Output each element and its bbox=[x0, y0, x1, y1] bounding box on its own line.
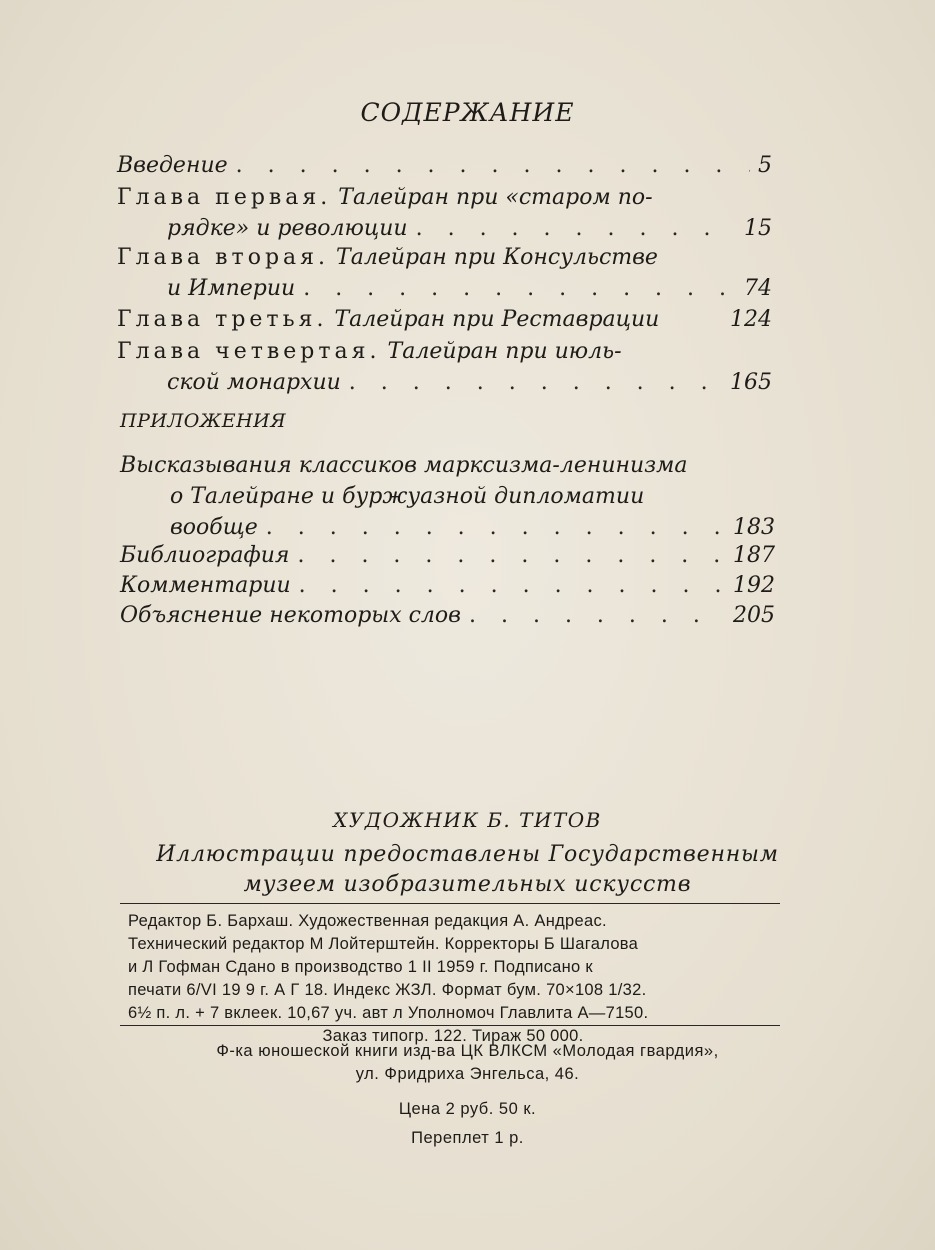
chapter-prefix: Глава вторая. bbox=[117, 245, 330, 270]
leader-dots bbox=[303, 273, 736, 304]
illustrations-credit bbox=[0, 840, 935, 900]
toc-entry-chapter-2 bbox=[117, 242, 772, 304]
leader-dots bbox=[236, 150, 750, 181]
appendix-entry-comments bbox=[120, 570, 775, 601]
illustrations-line1: Иллюстрации предоставлены Государственным bbox=[156, 842, 779, 867]
imprint-line: 6½ п. л. + 7 вклеек. 10,67 уч. авт л Уполномоч Главлита А—7150. bbox=[128, 1004, 649, 1022]
chapter-title-line1: Талейран при июль- bbox=[387, 339, 622, 364]
binding-price: Переплет 1 р. bbox=[411, 1129, 524, 1147]
appendix-entry-quotes bbox=[120, 450, 775, 543]
leader-dots bbox=[297, 540, 725, 571]
appendix-label: Библиография bbox=[120, 543, 290, 568]
page-number: 187 bbox=[733, 543, 775, 568]
appendix-entry-bibliography bbox=[120, 540, 775, 571]
leader-dots bbox=[349, 367, 722, 398]
page-number: 5 bbox=[758, 153, 772, 178]
appendices-heading: ПРИЛОЖЕНИЯ bbox=[120, 410, 287, 432]
leader-dots bbox=[266, 512, 725, 543]
imprint-line: Заказ типогр. 122. Тираж 50 000. bbox=[322, 1027, 584, 1045]
appendix-line3: вообще bbox=[170, 515, 258, 540]
chapter-prefix: Глава третья. bbox=[117, 307, 328, 332]
appendix-label: Комментарии bbox=[120, 573, 291, 598]
toc-entry-chapter-3 bbox=[117, 304, 772, 335]
illustrations-line2: музеем изобразительных искусств bbox=[243, 872, 692, 897]
top-rule bbox=[120, 903, 780, 904]
imprint-line: Редактор Б. Бархаш. Художественная редакция А. Андреас. bbox=[128, 912, 607, 930]
chapter-title-line1: Талейран при Реставрации bbox=[334, 307, 660, 332]
page-number: 124 bbox=[730, 307, 772, 332]
chapter-title-line2: рядке» и революции bbox=[167, 216, 408, 241]
chapter-title-line1: Талейран при Консульстве bbox=[336, 245, 658, 270]
appendix-label: Объяснение некоторых слов bbox=[120, 603, 461, 628]
publisher-footer bbox=[0, 1040, 935, 1150]
appendix-line1: Высказывания классиков марксизма-ленинизма bbox=[120, 453, 688, 478]
appendix-line2: о Талейране и буржуазной дипломатии bbox=[170, 484, 645, 509]
imprint-line: Технический редактор М Лойтерштейн. Корректоры Б Шагалова bbox=[128, 935, 639, 953]
chapter-title-line2: и Империи bbox=[167, 276, 296, 301]
toc-entry-label: Введение bbox=[117, 153, 228, 178]
page-number: 205 bbox=[733, 603, 775, 628]
leader-dots bbox=[469, 600, 725, 631]
chapter-title-line1: Талейран при «старом по- bbox=[338, 185, 653, 210]
imprint-block bbox=[128, 910, 778, 1048]
page-number: 183 bbox=[733, 515, 775, 540]
leader-dots bbox=[299, 570, 725, 601]
toc-entry-intro bbox=[117, 150, 772, 181]
price: Цена 2 руб. 50 к. bbox=[398, 1100, 537, 1118]
chapter-title-line2: ской монархии bbox=[167, 370, 341, 395]
page-number: 74 bbox=[744, 276, 772, 301]
appendix-entry-glossary bbox=[120, 600, 775, 631]
chapter-prefix: Глава первая. bbox=[117, 185, 332, 210]
toc-title: СОДЕРЖАНИЕ bbox=[360, 98, 575, 127]
chapter-prefix: Глава четвертая. bbox=[117, 339, 381, 364]
publisher-line2: ул. Фридриха Энгельса, 46. bbox=[355, 1065, 580, 1083]
page-number: 165 bbox=[730, 370, 772, 395]
bottom-rule bbox=[120, 1025, 780, 1026]
imprint-line: и Л Гофман Сдано в производство 1 II 1959 г. Подписано к bbox=[128, 958, 593, 976]
toc-entry-chapter-1 bbox=[117, 182, 772, 244]
artist-credit: ХУДОЖНИК Б. ТИТОВ bbox=[333, 808, 602, 832]
imprint-line: печати 6/VI 19 9 г. А Г 18. Индекс ЖЗЛ. Формат бум. 70×108 1/32. bbox=[128, 981, 647, 999]
page-number: 192 bbox=[733, 573, 775, 598]
toc-entry-chapter-4 bbox=[117, 336, 772, 398]
publisher-line1: Ф-ка юношеской книги изд-ва ЦК ВЛКСМ «Молодая гвардия», bbox=[216, 1042, 719, 1060]
leader-dots bbox=[416, 213, 736, 244]
page-number: 15 bbox=[744, 216, 772, 241]
